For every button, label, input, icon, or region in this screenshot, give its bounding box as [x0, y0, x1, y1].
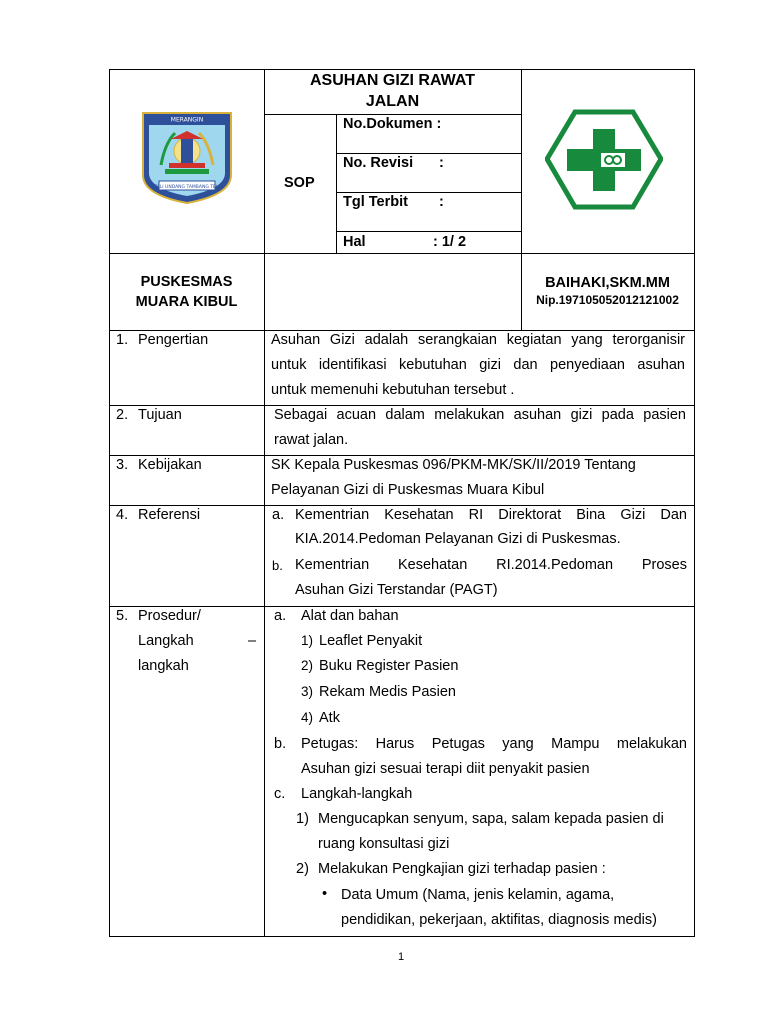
no-revisi-label: No. Revisi: [343, 155, 414, 171]
sop-label: SOP: [284, 175, 315, 191]
section-label-dash: –: [248, 633, 257, 649]
section-label: langkah: [138, 658, 189, 674]
hal-value: [433, 233, 466, 251]
list-item-num: 1): [296, 811, 309, 827]
org-name: [109, 272, 264, 312]
section-label: Kebijakan: [138, 457, 202, 473]
text-line: Asuhan Gizi Terstandar (PAGT): [295, 582, 498, 598]
text-line: Data Umum (Nama, jenis kelamin, agama,: [341, 887, 615, 903]
section-num: 4.: [116, 507, 129, 523]
logo-top-text: MERANGIN: [170, 116, 204, 124]
text-line: Asuhan Gizi adalah serangkaian kegiatan yang terorganisir: [271, 332, 685, 348]
list-item-num: 3): [301, 684, 314, 699]
text-line: Kementrian Kesehatan RI Direktorat Bina Gizi Dan: [295, 507, 687, 523]
section-num: 3.: [116, 457, 129, 473]
section-label: Pengertian: [138, 332, 209, 348]
no-dokumen-label: No.Dokumen :: [343, 116, 442, 132]
list-item-num: 1): [301, 633, 314, 648]
bullet-icon: •: [322, 886, 328, 902]
org-line2: MUARA KIBUL: [135, 294, 238, 310]
merangin-logo: [141, 109, 233, 205]
text-line: SK Kepala Puskesmas 096/PKM-MK/SK/II/2019 Tentang: [271, 457, 636, 473]
text-line: pendidikan, pekerjaan, aktifitas, diagnosis medis): [341, 912, 657, 928]
list-item-num: 2): [301, 658, 314, 673]
list-marker: b.: [274, 736, 287, 752]
list-item: Leaflet Penyakit: [319, 633, 423, 649]
text-line: KIA.2014.Pedoman Pelayanan Gizi di Puskesmas.: [295, 531, 621, 547]
text-line: untuk memenuhi kebutuhan tersebut .: [271, 382, 515, 398]
text-line: Sebagai acuan dalam melakukan asuhan gizi pada pasien: [274, 407, 686, 423]
section-num: 2.: [116, 407, 129, 423]
text-line: Langkah-langkah: [301, 786, 413, 802]
list-item: Rekam Medis Pasien: [319, 684, 456, 700]
section-label: Tujuan: [138, 407, 182, 423]
list-item-num: 4): [301, 710, 314, 725]
list-marker: a.: [274, 608, 287, 624]
head-name: [521, 274, 694, 292]
text-line: Kementrian Kesehatan RI.2014.Pedoman Proses: [295, 557, 687, 573]
hal-colon: : 1/ 2: [433, 234, 467, 250]
logo-bottom-text: TALI UNDANG TAMBANG TELI: [154, 185, 220, 190]
org-line1: PUSKESMAS: [140, 274, 233, 290]
text-line: Mengucapkan senyum, sapa, salam kepada pasien di: [318, 811, 664, 827]
list-item: Buku Register Pasien: [319, 658, 459, 674]
list-item: Atk: [319, 710, 340, 726]
section-label: Langkah: [138, 633, 194, 649]
text-line: Alat dan bahan: [301, 608, 399, 624]
text-line: Petugas: Harus Petugas yang Mampu melakukan: [301, 736, 687, 752]
puskesmas-cross-logo-icon: [545, 109, 663, 210]
section-num: 1.: [116, 332, 129, 348]
section-num: 5.: [116, 608, 129, 624]
document-title: [264, 70, 521, 112]
section-label: Prosedur/: [138, 608, 201, 624]
text-line: rawat jalan.: [274, 432, 349, 448]
text-line: Pelayanan Gizi di Puskesmas Muara Kibul: [271, 482, 545, 498]
section-label: Referensi: [138, 507, 201, 523]
list-item-num: 2): [296, 861, 309, 877]
hal-label: Hal: [343, 234, 366, 250]
list-marker: c.: [274, 786, 286, 802]
list-marker: b.: [272, 558, 283, 573]
no-revisi-colon: :: [439, 155, 444, 171]
page-number: 1: [398, 951, 405, 963]
text-line: Asuhan gizi sesuai terapi diit penyakit pasien: [301, 761, 590, 777]
head-name-text: BAIHAKI,SKM.MM: [545, 275, 670, 291]
title-line1: ASUHAN GIZI RAWAT: [309, 72, 476, 89]
text-line: Melakukan Pengkajian gizi terhadap pasien :: [318, 861, 606, 877]
text-line: ruang konsultasi gizi: [318, 836, 450, 852]
title-line2: JALAN: [365, 93, 420, 110]
list-marker: a.: [272, 507, 285, 523]
tgl-terbit-label: Tgl Terbit: [343, 194, 408, 210]
text-line: untuk identifikasi kebutuhan gizi dan penyediaan asuhan: [271, 357, 685, 373]
head-nip: Nip.197105052012121002: [536, 293, 679, 307]
tgl-terbit-colon: :: [439, 194, 444, 210]
